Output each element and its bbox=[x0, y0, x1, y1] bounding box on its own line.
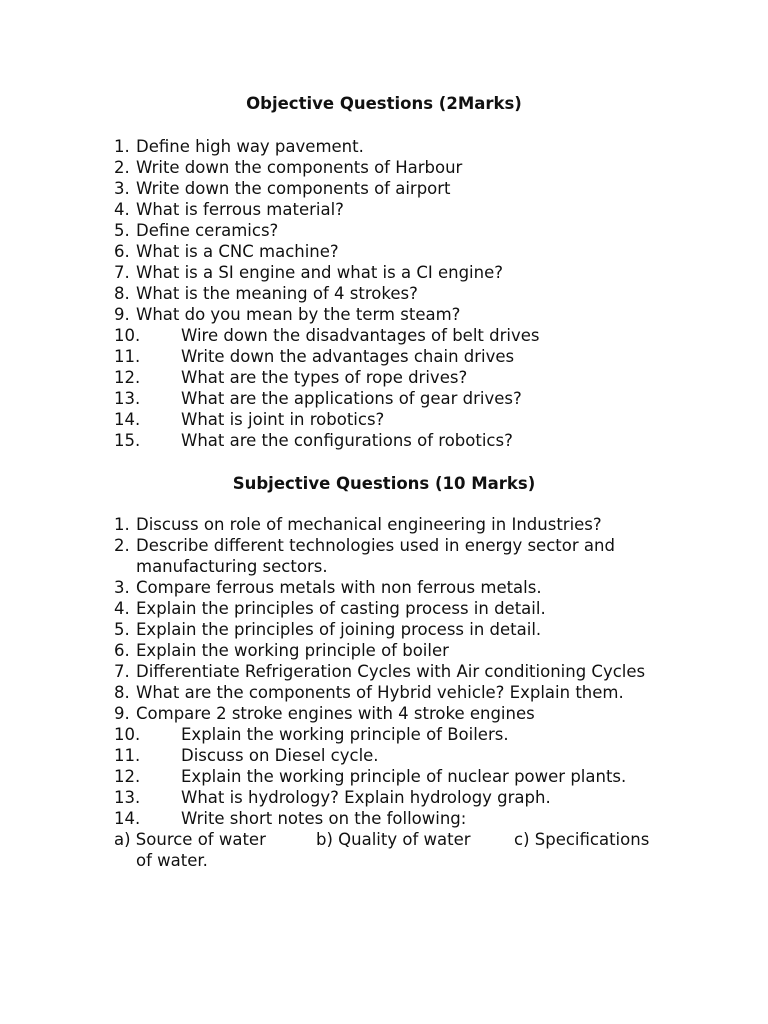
item-text: Compare ferrous metals with non ferrous metals. bbox=[136, 578, 542, 597]
item-text: What are the components of Hybrid vehicle? Explain them. bbox=[136, 683, 624, 702]
item-text: What is a CNC machine? bbox=[136, 242, 339, 261]
objective-heading: Objective Questions (2Marks) bbox=[246, 94, 522, 113]
item-number: 2. bbox=[114, 536, 130, 555]
list-item bbox=[114, 619, 676, 640]
list-item bbox=[114, 199, 540, 220]
item-text: Write down the advantages chain drives bbox=[181, 347, 515, 366]
item-text: What is ferrous material? bbox=[136, 200, 344, 219]
item-number: 6. bbox=[114, 242, 130, 261]
item-number: 1. bbox=[114, 515, 130, 534]
list-item bbox=[114, 745, 676, 766]
item-number: 14. bbox=[114, 410, 141, 429]
item-number: 13. bbox=[114, 389, 141, 408]
list-item bbox=[114, 283, 540, 304]
list-item bbox=[114, 367, 540, 388]
list-item bbox=[114, 766, 676, 787]
list-item bbox=[114, 661, 646, 682]
item-text: Define ceramics? bbox=[136, 221, 279, 240]
subpart-a: a) Source of water bbox=[114, 830, 266, 849]
item-number: 8. bbox=[114, 284, 130, 303]
item-number: 12. bbox=[114, 368, 141, 387]
item-text: Wire down the disadvantages of belt drives bbox=[181, 326, 540, 345]
short-notes-subparts bbox=[114, 829, 676, 871]
item-number: 10. bbox=[114, 725, 141, 744]
list-item bbox=[114, 682, 676, 703]
list-item bbox=[114, 640, 676, 661]
item-text: What do you mean by the term steam? bbox=[136, 305, 461, 324]
item-number: 7. bbox=[114, 263, 130, 282]
item-number: 9. bbox=[114, 305, 130, 324]
item-number: 3. bbox=[114, 179, 130, 198]
list-item bbox=[114, 157, 540, 178]
list-item bbox=[114, 724, 676, 745]
item-text: Explain the principles of joining process in detail. bbox=[136, 620, 542, 639]
item-number: 7. bbox=[114, 662, 130, 681]
item-number: 6. bbox=[114, 641, 130, 660]
list-item bbox=[114, 577, 676, 598]
item-number: 15. bbox=[114, 431, 141, 450]
item-number: 2. bbox=[114, 158, 130, 177]
item-text: Define high way pavement. bbox=[136, 137, 364, 156]
item-text: Explain the working principle of boiler bbox=[136, 641, 449, 660]
item-text: Differentiate Refrigeration Cycles with Air conditioning Cycles bbox=[136, 662, 646, 681]
item-text: Write down the components of Harbour bbox=[136, 158, 463, 177]
list-item bbox=[114, 346, 540, 367]
list-item bbox=[114, 178, 540, 199]
item-number: 14. bbox=[114, 809, 141, 828]
item-text: What is a SI engine and what is a CI engine? bbox=[136, 263, 503, 282]
item-text: What are the configurations of robotics? bbox=[181, 431, 513, 450]
list-item bbox=[114, 304, 540, 325]
list-item bbox=[114, 514, 676, 535]
item-number: 3. bbox=[114, 578, 130, 597]
item-text: Discuss on role of mechanical engineering in Industries? bbox=[136, 515, 602, 534]
item-text: Explain the working principle of nuclear power plants. bbox=[181, 767, 627, 786]
item-text: Explain the working principle of Boilers. bbox=[181, 725, 509, 744]
list-item bbox=[114, 535, 676, 577]
item-text: Discuss on Diesel cycle. bbox=[181, 746, 379, 765]
item-number: 5. bbox=[114, 620, 130, 639]
list-item bbox=[114, 409, 540, 430]
item-number: 12. bbox=[114, 767, 141, 786]
item-number: 11. bbox=[114, 347, 141, 366]
item-text: What are the types of rope drives? bbox=[181, 368, 468, 387]
list-item bbox=[114, 220, 540, 241]
item-number: 1. bbox=[114, 137, 130, 156]
list-item bbox=[114, 598, 676, 619]
list-item bbox=[114, 787, 676, 808]
subpart-c-continuation: of water. bbox=[136, 851, 208, 870]
item-text: Compare 2 stroke engines with 4 stroke engines bbox=[136, 704, 535, 723]
item-text: What is joint in robotics? bbox=[181, 410, 385, 429]
item-text: Describe different technologies used in energy sector and manufacturing sectors. bbox=[136, 536, 615, 576]
item-number: 13. bbox=[114, 788, 141, 807]
item-text: What are the applications of gear drives? bbox=[181, 389, 522, 408]
item-number: 4. bbox=[114, 599, 130, 618]
objective-question-list bbox=[114, 136, 540, 451]
item-text: Explain the principles of casting process in detail. bbox=[136, 599, 546, 618]
item-number: 5. bbox=[114, 221, 130, 240]
subjective-heading: Subjective Questions (10 Marks) bbox=[232, 474, 536, 493]
list-item bbox=[114, 262, 540, 283]
item-number: 4. bbox=[114, 200, 130, 219]
item-number: 9. bbox=[114, 704, 130, 723]
subpart-b: b) Quality of water bbox=[316, 830, 471, 849]
list-item bbox=[114, 325, 540, 346]
list-item bbox=[114, 241, 540, 262]
item-number: 11. bbox=[114, 746, 141, 765]
item-text: Write short notes on the following: bbox=[181, 809, 467, 828]
list-item bbox=[114, 388, 540, 409]
item-text: Write down the components of airport bbox=[136, 179, 451, 198]
item-number: 8. bbox=[114, 683, 130, 702]
item-number: 10. bbox=[114, 326, 141, 345]
list-item bbox=[114, 430, 540, 451]
list-item bbox=[114, 136, 540, 157]
list-item bbox=[114, 808, 676, 829]
subpart-c: c) Specifications bbox=[514, 830, 650, 849]
item-text: What is hydrology? Explain hydrology graph. bbox=[181, 788, 551, 807]
list-item bbox=[114, 703, 676, 724]
subjective-question-list bbox=[114, 514, 676, 871]
item-text: What is the meaning of 4 strokes? bbox=[136, 284, 418, 303]
